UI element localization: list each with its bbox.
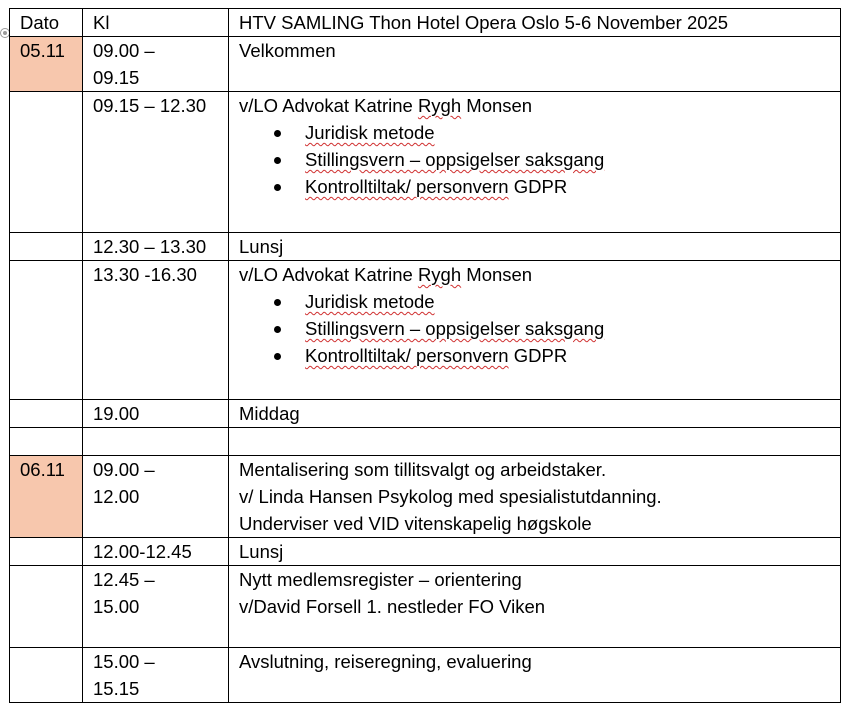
activity-cell bbox=[229, 261, 841, 400]
time-cell bbox=[83, 456, 229, 538]
list-item: Stillingsvern – oppsigelser saksgang bbox=[239, 315, 840, 342]
time-cell: 19.00 bbox=[83, 400, 229, 428]
time-start: 09.00 – bbox=[93, 40, 155, 61]
time-cell: 09.15 – 12.30 bbox=[83, 92, 229, 233]
activity-cell bbox=[229, 428, 841, 456]
spellcheck-word: Rygh bbox=[417, 95, 462, 116]
date-cell-empty bbox=[10, 538, 83, 566]
table-row bbox=[10, 92, 841, 233]
header-row bbox=[10, 9, 841, 37]
activity-line: Mentalisering som tillitsvalgt og arbeidstaker. bbox=[239, 459, 607, 480]
date-cell-empty bbox=[10, 400, 83, 428]
date-cell-day1: 05.11 bbox=[10, 37, 83, 92]
activity-cell bbox=[229, 456, 841, 538]
time-start: 15.00 – bbox=[93, 651, 155, 672]
activity-cell bbox=[229, 566, 841, 648]
table-row bbox=[10, 233, 841, 261]
list-item: Juridisk metode bbox=[239, 288, 840, 315]
list-item: Juridisk metode bbox=[239, 119, 840, 146]
activity-line: v/David Forsell 1. nestleder FO Viken bbox=[239, 596, 546, 617]
list-item: Kontrolltiltak/ personvern GDPR bbox=[239, 342, 840, 369]
date-cell-empty bbox=[10, 648, 83, 703]
speaker-line: v/LO Advokat Katrine Rygh Monsen bbox=[239, 264, 533, 285]
time-start: 12.45 – bbox=[93, 569, 155, 590]
header-title: HTV SAMLING Thon Hotel Opera Oslo 5-6 November 2025 bbox=[229, 9, 841, 37]
activity-line: Nytt medlemsregister – orientering bbox=[239, 569, 522, 590]
date-cell-empty bbox=[10, 566, 83, 648]
topic-list bbox=[239, 119, 840, 200]
date-cell-empty bbox=[10, 261, 83, 400]
table-row bbox=[10, 566, 841, 648]
activity-cell: Lunsj bbox=[229, 233, 841, 261]
header-time: Kl bbox=[83, 9, 229, 37]
activity-cell: Lunsj bbox=[229, 538, 841, 566]
date-cell-empty bbox=[10, 92, 83, 233]
header-date: Dato bbox=[10, 9, 83, 37]
time-start: 09.00 – bbox=[93, 459, 155, 480]
time-cell: 13.30 -16.30 bbox=[83, 261, 229, 400]
activity-line: Underviser ved VID vitenskapelig høgskole bbox=[239, 513, 592, 534]
table-row bbox=[10, 428, 841, 456]
speaker-line: v/LO Advokat Katrine Rygh Monsen bbox=[239, 95, 533, 116]
time-cell: 12.30 – 13.30 bbox=[83, 233, 229, 261]
topic-list bbox=[239, 288, 840, 369]
activity-cell: Velkommen bbox=[229, 37, 841, 92]
time-cell bbox=[83, 37, 229, 92]
time-end: 09.15 bbox=[93, 67, 140, 88]
activity-cell: Avslutning, reiseregning, evaluering bbox=[229, 648, 841, 703]
list-item: Kontrolltiltak/ personvern GDPR bbox=[239, 173, 840, 200]
activity-line: v/ Linda Hansen Psykolog med spesialistutdanning. bbox=[239, 486, 662, 507]
date-cell-empty bbox=[10, 428, 83, 456]
table-row bbox=[10, 648, 841, 703]
spellcheck-word: Rygh bbox=[417, 264, 462, 285]
table-row bbox=[10, 400, 841, 428]
time-end: 12.00 bbox=[93, 486, 140, 507]
date-cell-day2: 06.11 bbox=[10, 456, 83, 538]
activity-cell: Middag bbox=[229, 400, 841, 428]
time-end: 15.00 bbox=[93, 596, 140, 617]
time-end: 15.15 bbox=[93, 678, 140, 699]
schedule-table bbox=[9, 8, 841, 703]
time-cell: 12.00-12.45 bbox=[83, 538, 229, 566]
table-row bbox=[10, 37, 841, 92]
activity-cell bbox=[229, 92, 841, 233]
table-row bbox=[10, 456, 841, 538]
time-cell bbox=[83, 648, 229, 703]
table-row bbox=[10, 538, 841, 566]
time-cell bbox=[83, 566, 229, 648]
list-item: Stillingsvern – oppsigelser saksgang bbox=[239, 146, 840, 173]
time-cell bbox=[83, 428, 229, 456]
table-row bbox=[10, 261, 841, 400]
date-cell-empty bbox=[10, 233, 83, 261]
